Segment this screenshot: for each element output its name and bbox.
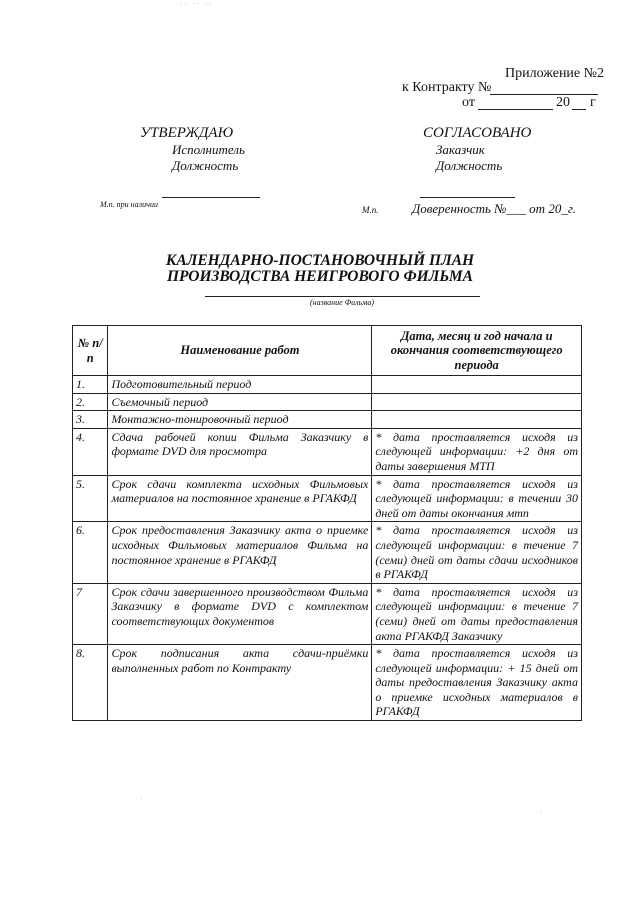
contract-number-line [490, 94, 598, 95]
approve-role: Исполнитель [172, 142, 245, 157]
row-name: Срок сдачи завершенного производством Фильма Заказчику в формате DVD с комплектом соответствующих документов [108, 583, 372, 644]
row-date [372, 393, 582, 411]
date-year-prefix: 20 [556, 95, 570, 110]
table-row [73, 475, 582, 522]
row-name: Подготовительный период [108, 376, 372, 394]
doc-title-line1: КАЛЕНДАРНО-ПОСТАНОВОЧНЫЙ ПЛАН [165, 252, 475, 269]
approve-seal: М.п. при наличии [100, 200, 158, 209]
date-from-label: от [462, 95, 475, 110]
year-line [572, 109, 586, 110]
contract-label: к Контракту № [402, 80, 492, 95]
production-plan-table [72, 325, 582, 721]
approve-heading: УТВЕРЖДАЮ [140, 125, 234, 141]
row-num: 7 [73, 583, 108, 644]
row-num: 5. [73, 475, 108, 522]
row-date [372, 411, 582, 429]
row-name: Съемочный период [108, 393, 372, 411]
row-date: * дата проставляется исходя из следующей информации: + 15 дней от даты предоставления Заказчику акта о приемке исходных материалов в РГАКФД [372, 645, 582, 721]
approve-position: Должность [172, 158, 239, 173]
table-header-row [73, 326, 582, 376]
table-row [73, 428, 582, 475]
agree-position: Должность [436, 158, 503, 173]
agree-seal: М.п. [362, 205, 379, 215]
film-caption: (название Фильма) [310, 298, 375, 307]
row-num: 3. [73, 411, 108, 429]
header-num: № п/п [73, 326, 108, 376]
row-name: Срок предоставления Заказчику акта о приемке исходных Фильмовых материалов Фильма на постоянное хранение в РГАКФД [108, 522, 372, 583]
date-year-suffix: г [590, 95, 596, 110]
scan-artifact: · [140, 795, 145, 803]
appendix-title: Приложение №2 [505, 66, 604, 81]
row-date [372, 376, 582, 394]
row-num: 4. [73, 428, 108, 475]
row-date: * дата проставляется исходя из следующей информации: +2 дня от даты завершения МТП [372, 428, 582, 475]
date-line [478, 109, 553, 110]
approve-signature-line [162, 197, 260, 198]
header-name: Наименование работ [108, 326, 372, 376]
agree-heading: СОГЛАСОВАНО [423, 125, 532, 141]
row-name: Срок сдачи комплекта исходных Фильмовых материалов на постоянное хранение в РГАКФД [108, 475, 372, 522]
row-num: 6. [73, 522, 108, 583]
row-name: Монтажно-тонировочный период [108, 411, 372, 429]
table-row [73, 645, 582, 721]
row-date: * дата проставляется исходя из следующей информации: в течении 30 дней от даты окончания мтп [372, 475, 582, 522]
row-name: Срок подписания акта сдачи-приёмки выполненных работ по Контракту [108, 645, 372, 721]
row-num: 8. [73, 645, 108, 721]
agree-signature-line [420, 197, 515, 198]
table-row [73, 376, 582, 394]
row-num: 1. [73, 376, 108, 394]
row-date: * дата проставляется исходя из следующей информации: в течение 7 (семи) дней от даты предоставления акта РГАКФД Заказчику [372, 583, 582, 644]
film-name-line [205, 296, 480, 297]
row-num: 2. [73, 393, 108, 411]
row-name: Сдача рабочей копии Фильма Заказчику в формате DVD для просмотра [108, 428, 372, 475]
header-date: Дата, месяц и год начала и окончания соответствующего периода [372, 326, 582, 376]
table-row [73, 393, 582, 411]
doc-title-line2: ПРОИЗВОДСТВА НЕИГРОВОГО ФИЛЬМА [166, 268, 474, 285]
agree-role: Заказчик [436, 142, 485, 157]
row-date: * дата проставляется исходя из следующей информации: в течение 7 (семи) дней от даты сдачи исходников в РГАКФД [372, 522, 582, 583]
table-row [73, 411, 582, 429]
scan-artifact: ·· ·· ·· [180, 0, 214, 8]
table-row [73, 522, 582, 583]
agree-proxy: Доверенность №___ от 20_г. [412, 201, 576, 216]
table-row [73, 583, 582, 644]
scan-artifact: · [540, 808, 545, 816]
